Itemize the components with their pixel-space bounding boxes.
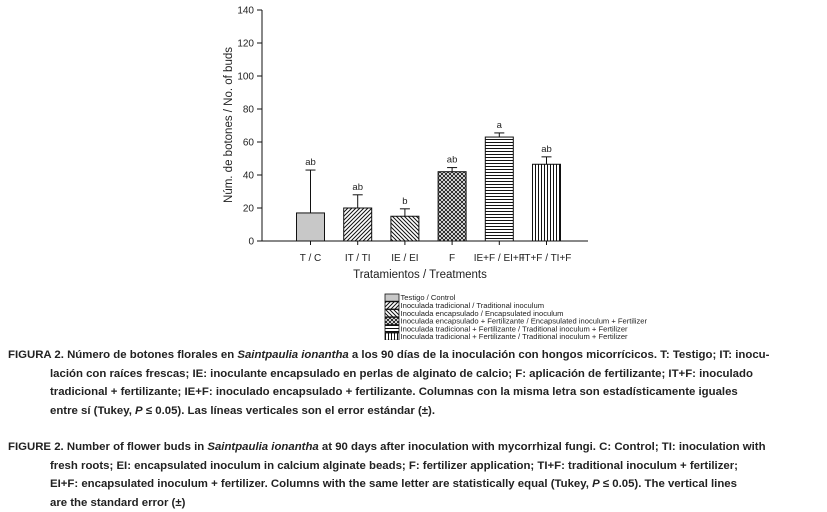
caption-en-p: P bbox=[592, 478, 600, 490]
significance-label: b bbox=[402, 196, 407, 207]
significance-label: a bbox=[497, 120, 503, 131]
significance-label: ab bbox=[447, 155, 458, 166]
y-tick-label: 20 bbox=[243, 204, 255, 215]
y-tick-label: 40 bbox=[243, 171, 255, 182]
legend bbox=[385, 293, 647, 340]
y-tick-label: 60 bbox=[243, 138, 255, 149]
legend-swatch bbox=[385, 325, 399, 332]
x-tick-label: T / C bbox=[300, 253, 321, 264]
bar bbox=[485, 137, 513, 241]
y-tick-label: 80 bbox=[243, 105, 255, 116]
caption-en-line: fresh roots; EI: encapsulated inoculum in calcium alginate beads; F: fertilizer application; TI+F: traditional inoculum + fertilizer; bbox=[8, 457, 820, 476]
caption-en-text: Number of flower buds in bbox=[64, 441, 208, 453]
bar bbox=[533, 164, 561, 241]
x-tick-label: IE / EI bbox=[391, 253, 418, 264]
x-tick-label: IT / TI bbox=[345, 253, 371, 264]
legend-label: Testigo / Control bbox=[401, 293, 456, 302]
caption-en-label: FIGURE 2. bbox=[8, 441, 64, 453]
bar bbox=[438, 172, 466, 241]
y-tick-label: 140 bbox=[237, 6, 254, 17]
caption-es-line: tradicional + fertilizante; IE+F: inoculado encapsulado + fertilizante. Columnas con la misma letra son estadísticamente iguales bbox=[8, 383, 820, 402]
y-axis-title: Núm. de botones / No. of buds bbox=[223, 47, 235, 203]
bar bbox=[391, 216, 419, 241]
caption-en-text: EI+F: encapsulated inoculum + fertilizer. Columns with the same letter are statistically equal (Tukey, bbox=[50, 478, 592, 490]
x-axis-title: Tratamientos / Treatments bbox=[353, 269, 487, 281]
bar bbox=[344, 208, 372, 241]
x-tick-label: F bbox=[449, 253, 455, 264]
caption-en-line: are the standard error (±) bbox=[8, 494, 820, 512]
caption-es-text: entre sí (Tukey, bbox=[50, 405, 135, 417]
caption-es-text: a los 90 días de la inoculación con hongos micorrícicos. T: Testigo; IT: inocu- bbox=[349, 349, 770, 361]
caption-es-species: Saintpaulia ionantha bbox=[237, 349, 348, 361]
caption-en-text: at 90 days after inoculation with mycorrhizal fungi. C: Control; TI: inoculation with bbox=[319, 441, 766, 453]
caption-es-p: P bbox=[135, 405, 143, 417]
caption-en-text: ≤ 0.05). The vertical lines bbox=[600, 478, 737, 490]
legend-label: Inoculada tradicional / Traditional inoculum bbox=[401, 301, 545, 310]
x-tick-label: IE+F / EI+F bbox=[474, 253, 525, 264]
legend-label: Inoculada tradicional + Fertilizante / Traditional inoculum + Fertilizer bbox=[401, 324, 629, 333]
y-tick-label: 120 bbox=[237, 39, 254, 50]
significance-label: ab bbox=[305, 157, 316, 168]
legend-swatch bbox=[385, 317, 399, 324]
legend-swatch bbox=[385, 333, 399, 340]
x-tick-label: IT+F / TI+F bbox=[522, 253, 572, 264]
legend-label: Inoculada encapsulado + Fertilizante / Encapsulated inoculum + Fertilizer bbox=[401, 317, 648, 326]
legend-swatch bbox=[385, 310, 399, 317]
legend-swatch bbox=[385, 294, 399, 301]
caption-en-species: Saintpaulia ionantha bbox=[207, 441, 318, 453]
legend-label: Inoculada tradicional + Fertilizante / Traditional inoculum + Fertilizer bbox=[401, 332, 629, 340]
caption-es-line: lación con raíces frescas; IE: inoculante encapsulado en perlas de alginato de calcio; F: aplicación de fertilizante; IT+F: inoculado bbox=[8, 365, 820, 384]
y-tick-label: 100 bbox=[237, 72, 254, 83]
significance-label: ab bbox=[541, 144, 552, 155]
y-tick-label: 0 bbox=[248, 237, 254, 248]
caption-es-text: Número de botones florales en bbox=[64, 349, 237, 361]
caption-es-label: FIGURA 2. bbox=[8, 349, 64, 361]
caption-es-text: ≤ 0.05). Las líneas verticales son el error estándar (±). bbox=[143, 405, 435, 417]
significance-label: ab bbox=[352, 182, 363, 193]
bar bbox=[297, 213, 325, 241]
legend-swatch bbox=[385, 302, 399, 309]
caption-spanish bbox=[8, 346, 820, 420]
legend-label: Inoculada encapsulado / Encapsulated inoculum bbox=[401, 309, 564, 318]
caption-english bbox=[8, 438, 820, 512]
